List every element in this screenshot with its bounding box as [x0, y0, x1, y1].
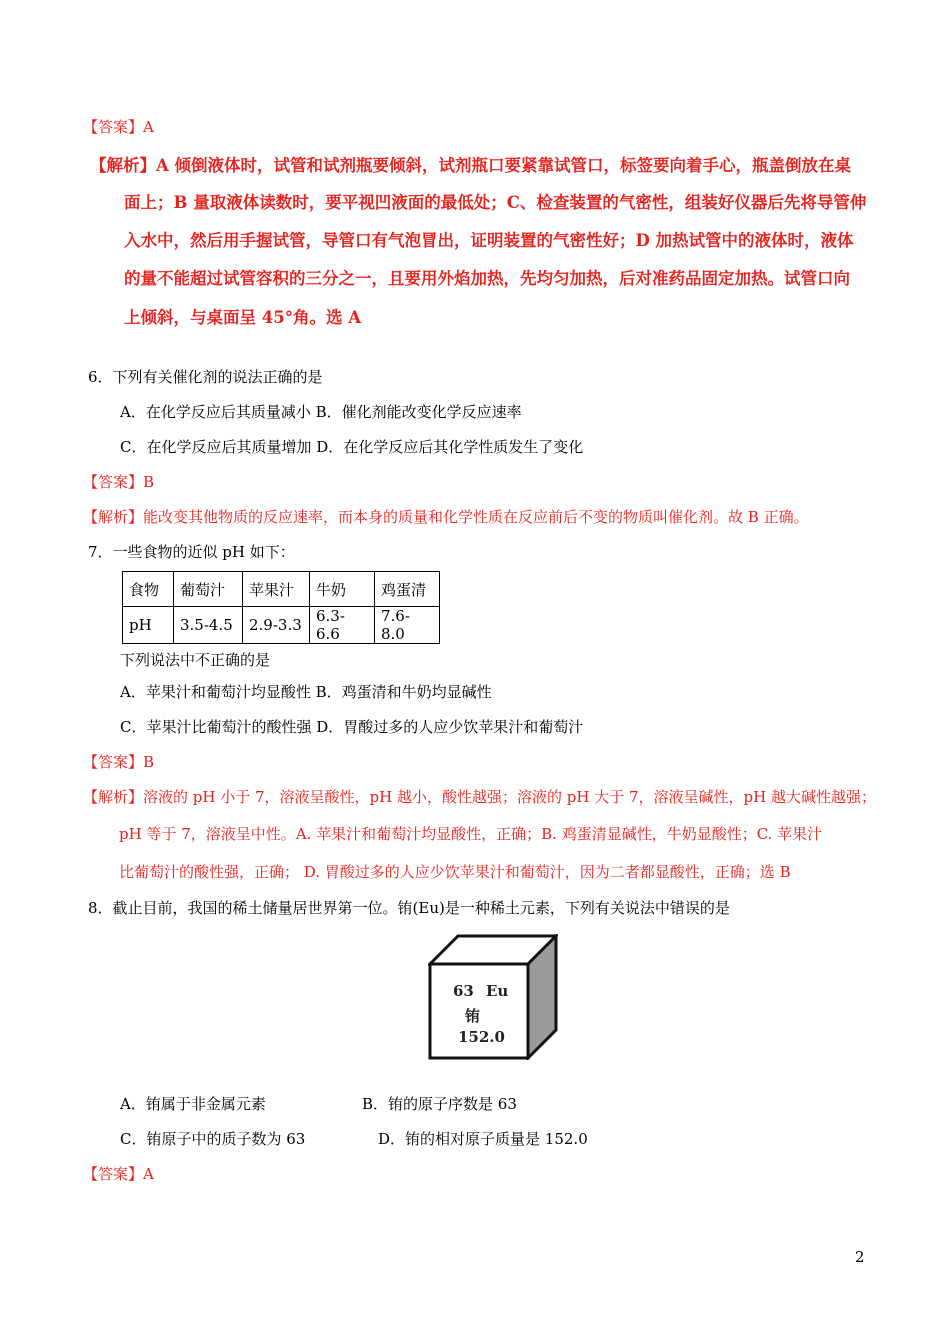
q8-option-c: C．铕原子中的质子数为 63	[120, 1130, 306, 1148]
ph-table	[122, 571, 440, 644]
q6-question: 6．下列有关催化剂的说法正确的是	[88, 368, 323, 386]
q5-analysis-line: 面上；B 量取液体读数时，要平视凹液面的最低处；C、检查装置的气密性，组装好仪器后先将导管伸	[124, 193, 867, 212]
q5-answer: 【答案】A	[83, 118, 154, 136]
q7-answer: 【答案】B	[83, 753, 155, 771]
table-header-cell: 鸡蛋清	[375, 572, 440, 607]
q7-analysis-line: 比葡萄汁的酸性强，正确； D. 胃酸过多的人应少饮苹果汁和葡萄汁，因为二者都显酸性，正确；选 B	[119, 863, 791, 881]
q8-question: 8．截止目前，我国的稀土储量居世界第一位。铕(Eu)是一种稀土元素，下列有关说法中错误的是	[88, 899, 730, 917]
q5-analysis-line: 的量不能超过试管容积的三分之一，且要用外焰加热，先均匀加热，后对准药品固定加热。试管口向	[124, 269, 850, 288]
q6-options-cd: C．在化学反应后其质量增加 D．在化学反应后其化学性质发生了变化	[120, 438, 584, 456]
element-number: 63	[453, 982, 474, 1000]
q7-options-ab: A．苹果汁和葡萄汁均显酸性 B．鸡蛋清和牛奶均显碱性	[120, 683, 492, 701]
q5-analysis-line: 上倾斜，与桌面呈 45°角。选 A	[124, 308, 362, 327]
q8-option-b: B．铕的原子序数是 63	[362, 1095, 517, 1113]
q6-analysis: 【解析】能改变其他物质的反应速率，而本身的质量和化学性质在反应前后不变的物质叫催化剂。故 B 正确。	[83, 508, 809, 526]
table-header-row	[123, 572, 440, 607]
table-row	[123, 607, 440, 644]
q8-option-d: D．铕的相对原子质量是 152.0	[378, 1130, 588, 1148]
q8-option-a: A．铕属于非金属元素	[120, 1095, 266, 1113]
table-header-cell: 牛奶	[310, 572, 375, 607]
table-cell: 7.6-8.0	[375, 607, 440, 644]
table-cell: pH	[123, 607, 174, 644]
element-symbol: Eu	[486, 982, 509, 1000]
table-header-cell: 苹果汁	[243, 572, 310, 607]
q7-options-cd: C．苹果汁比葡萄汁的酸性强 D．胃酸过多的人应少饮苹果汁和葡萄汁	[120, 718, 584, 736]
q5-analysis-line: 入水中，然后用手握试管，导管口有气泡冒出，证明装置的气密性好；D 加热试管中的液体时，液体	[124, 231, 854, 250]
page-number: 2	[855, 1248, 865, 1266]
q6-options-ab: A．在化学反应后其质量减小 B．催化剂能改变化学反应速率	[120, 403, 522, 421]
q8-answer: 【答案】A	[83, 1165, 154, 1183]
q5-analysis-line: 【解析】A 倾倒液体时，试管和试剂瓶要倾斜，试剂瓶口要紧靠试管口，标签要向着手心，瓶盖倒放在桌	[90, 156, 852, 175]
element-mass: 152.0	[458, 1028, 505, 1046]
table-header-cell: 葡萄汁	[174, 572, 243, 607]
q7-analysis-line: pH 等于 7，溶液呈中性。A. 苹果汁和葡萄汁均显酸性，正确；B. 鸡蛋清显碱性，牛奶显酸性；C. 苹果汁	[119, 825, 823, 843]
table-header-cell: 食物	[123, 572, 174, 607]
q7-analysis-line: 【解析】溶液的 pH 小于 7，溶液呈酸性，pH 越小，酸性越强；溶液的 pH 大于 7，溶液呈碱性，pH 越大碱性越强；	[83, 788, 876, 806]
element-name: 铕	[465, 1007, 481, 1025]
element-card	[428, 934, 558, 1060]
q6-answer: 【答案】B	[83, 473, 155, 491]
q7-question: 7．一些食物的近似 pH 如下：	[88, 543, 295, 561]
table-cell: 3.5-4.5	[174, 607, 243, 644]
table-cell: 2.9-3.3	[243, 607, 310, 644]
q7-prompt: 下列说法中不正确的是	[120, 651, 271, 669]
table-cell: 6.3-6.6	[310, 607, 375, 644]
